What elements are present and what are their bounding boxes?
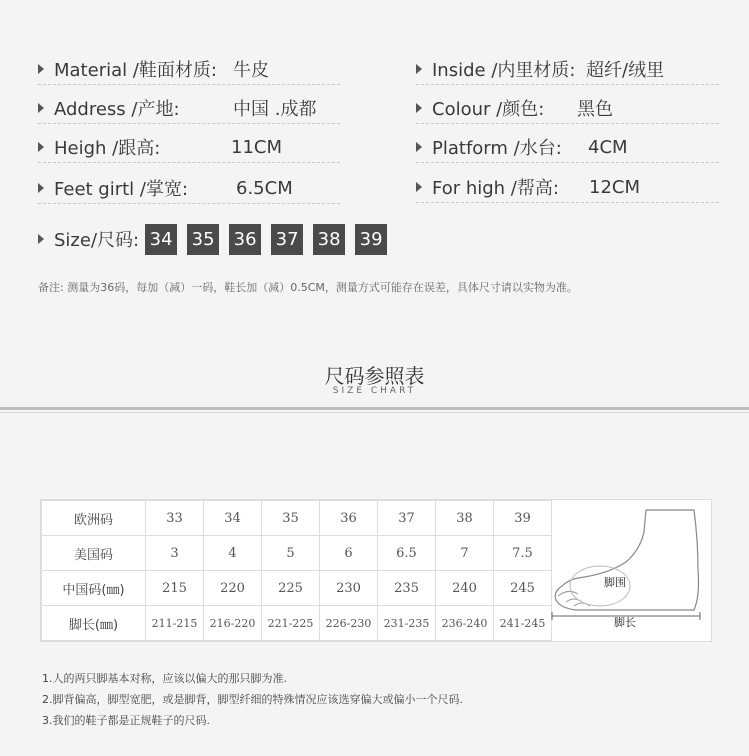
foot-girth-label: 脚围 — [604, 576, 626, 589]
table-cell: 231-235 — [378, 606, 436, 641]
spec-value: 4CM — [588, 136, 628, 158]
spec-label: Material /鞋面材质: — [54, 60, 217, 81]
table-row — [42, 571, 552, 606]
table-cell: 37 — [378, 501, 436, 536]
spec-label: For high /帮高: — [432, 178, 559, 199]
table-cell: 235 — [378, 571, 436, 606]
size-option-37[interactable]: 37 — [271, 224, 303, 255]
bullet-triangle-icon — [38, 234, 44, 244]
note-item: 2.脚背偏高，脚型宽肥，或是脚背，脚型纤细的特殊情况应该选穿偏大或偏小一个尺码. — [42, 693, 463, 706]
bullet-triangle-icon — [416, 103, 422, 113]
spec-heel-height — [38, 132, 340, 163]
table-cell: 215 — [146, 571, 204, 606]
spec-label: Platform /水台: — [432, 138, 562, 159]
table-cell: 245 — [494, 571, 552, 606]
table-cell: 7.5 — [494, 536, 552, 571]
spec-label: Colour /颜色: — [432, 99, 545, 120]
spec-value: 中国 .成都 — [233, 99, 317, 120]
spec-label: Heigh /跟高: — [54, 138, 161, 159]
table-cell: 220 — [204, 571, 262, 606]
table-cell: 3 — [146, 536, 204, 571]
spec-label: Feet girtl /掌宽: — [54, 179, 189, 200]
bullet-triangle-icon — [416, 64, 422, 74]
spec-inside — [416, 54, 719, 85]
spec-material — [38, 54, 340, 85]
size-option-36[interactable]: 36 — [229, 224, 261, 255]
table-cell: 211-215 — [146, 606, 204, 641]
size-table — [41, 500, 552, 641]
foot-diagram — [548, 500, 708, 640]
row-label-cn: 中国码(㎜) — [42, 571, 146, 606]
spec-for-high — [416, 172, 719, 203]
table-cell: 6.5 — [378, 536, 436, 571]
fit-notes — [42, 668, 463, 731]
spec-label: Inside /内里材质: — [432, 60, 576, 81]
table-cell: 240 — [436, 571, 494, 606]
table-cell: 226-230 — [320, 606, 378, 641]
spec-value: 超纤/绒里 — [586, 60, 665, 81]
row-label-eu: 欧洲码 — [42, 501, 146, 536]
table-cell: 35 — [262, 501, 320, 536]
bullet-triangle-icon — [38, 142, 44, 152]
table-cell: 7 — [436, 536, 494, 571]
measurement-note: 备注: 测量为36码，每加（减）一码，鞋长加（减）0.5CM，测量方式可能存在误差，具体尺寸请以实物为准。 — [38, 281, 578, 294]
spec-value: 11CM — [231, 136, 283, 158]
size-option-38[interactable]: 38 — [313, 224, 345, 255]
section-divider-thin — [0, 412, 749, 413]
spec-value: 6.5CM — [236, 177, 293, 199]
note-item: 3.我们的鞋子都是正规鞋子的尺码. — [42, 714, 210, 727]
table-row — [42, 606, 552, 641]
spec-value: 牛皮 — [233, 60, 269, 81]
chart-title: 尺码参照表 — [324, 364, 425, 388]
chart-subtitle: SIZE CHART — [332, 386, 417, 396]
table-cell: 33 — [146, 501, 204, 536]
section-divider — [0, 407, 749, 410]
spec-label: Address /产地: — [54, 99, 180, 120]
table-cell: 216-220 — [204, 606, 262, 641]
bullet-triangle-icon — [38, 103, 44, 113]
table-cell: 221-225 — [262, 606, 320, 641]
table-cell: 36 — [320, 501, 378, 536]
table-cell: 39 — [494, 501, 552, 536]
spec-value: 黑色 — [577, 99, 613, 120]
spec-platform — [416, 132, 719, 163]
size-option-35[interactable]: 35 — [187, 224, 219, 255]
table-cell: 4 — [204, 536, 262, 571]
note-item: 1.人的两只脚基本对称，应该以偏大的那只脚为准. — [42, 672, 287, 685]
table-cell: 225 — [262, 571, 320, 606]
table-row — [42, 536, 552, 571]
foot-length-label: 脚长 — [614, 616, 636, 629]
size-label: Size/尺码: — [54, 230, 140, 251]
bullet-triangle-icon — [38, 64, 44, 74]
spec-address — [38, 93, 340, 124]
table-row — [42, 501, 552, 536]
table-cell: 241-245 — [494, 606, 552, 641]
bullet-triangle-icon — [38, 183, 44, 193]
table-cell: 38 — [436, 501, 494, 536]
size-option-34[interactable]: 34 — [145, 224, 177, 255]
row-label-foot-length: 脚长(㎜) — [42, 606, 146, 641]
bullet-triangle-icon — [416, 182, 422, 192]
size-option-39[interactable]: 39 — [355, 224, 387, 255]
row-label-us: 美国码 — [42, 536, 146, 571]
table-cell: 230 — [320, 571, 378, 606]
spec-feet-girth — [38, 173, 340, 204]
size-selector — [38, 223, 397, 255]
spec-colour — [416, 93, 719, 124]
spec-value: 12CM — [589, 176, 641, 198]
table-cell: 6 — [320, 536, 378, 571]
table-cell: 5 — [262, 536, 320, 571]
table-cell: 34 — [204, 501, 262, 536]
table-cell: 236-240 — [436, 606, 494, 641]
bullet-triangle-icon — [416, 142, 422, 152]
